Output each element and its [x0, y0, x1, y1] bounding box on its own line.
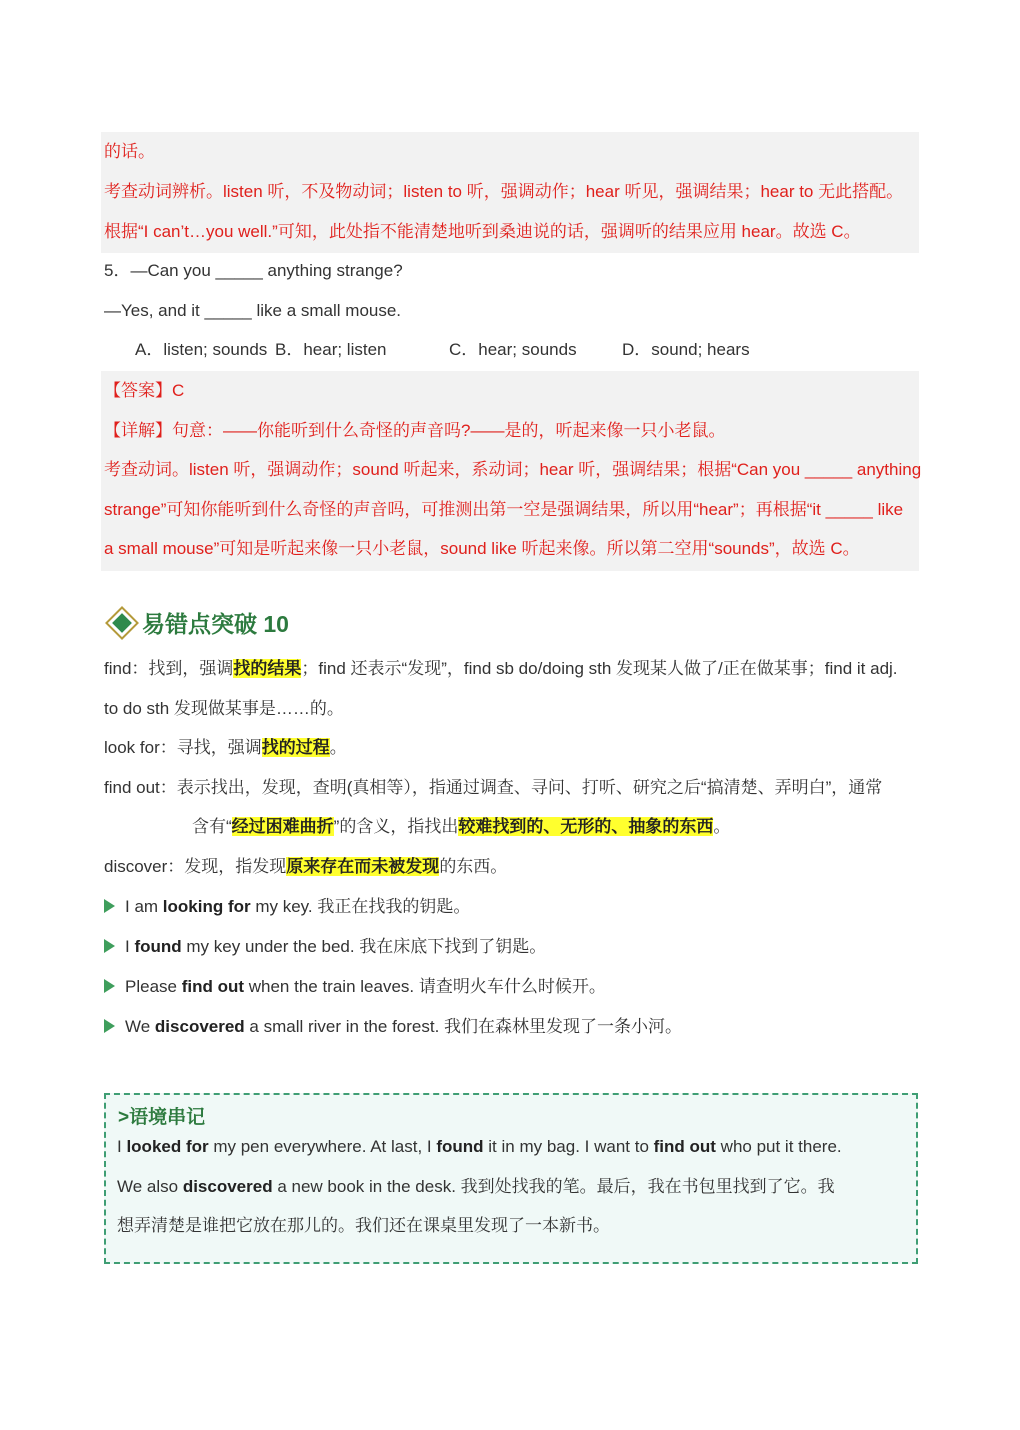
context-title — [118, 1102, 205, 1129]
example-post: a small river in the forest. 我们在森林里发现了一条小河。 — [244, 1017, 683, 1036]
option-c: C．hear; sounds — [449, 340, 577, 359]
example-pre: Please — [125, 977, 182, 996]
explain-line-1: 【详解】句意：——你能听到什么奇怪的声音吗?——是的，听起来像一只小老鼠。 — [104, 421, 726, 440]
ctx-l1-k1: looked for — [126, 1137, 209, 1156]
find-highlight: 找的结果 — [233, 659, 302, 678]
findout-text-c: ”的含义，指找出 — [333, 817, 459, 836]
option-a: A．listen; sounds — [135, 340, 268, 359]
example-pre: I — [125, 937, 135, 956]
discover-text-b: 的东西。 — [439, 857, 508, 876]
findout-definition-line-2 — [192, 816, 730, 838]
example-4 — [104, 1016, 682, 1038]
diamond-icon — [104, 606, 138, 638]
find-definition-line-1 — [104, 658, 898, 680]
discover-definition — [104, 856, 507, 878]
top-box-line-2: 考查动词辨析。listen 听，不及物动词；listen to 听，强调动作；hear 听见，强调结果；hear to 无此搭配。 — [104, 182, 904, 201]
lookfor-definition — [104, 737, 347, 759]
question-5-line-2: —Yes, and it _____ like a small mouse. — [104, 301, 402, 320]
example-key: discovered — [154, 1017, 245, 1036]
chevron-right-icon: > — [118, 1107, 130, 1128]
answer-label: 【答案】C — [104, 381, 185, 400]
example-key: find out — [181, 977, 245, 996]
option-d: D．sound; hears — [622, 340, 750, 359]
example-post: when the train leaves. 请查明火车什么时候开。 — [244, 977, 606, 996]
question-5-line-1: 5．—Can you _____ anything strange? — [104, 261, 403, 280]
findout-text-b: 含有“ — [192, 817, 232, 836]
ctx-l2-b: a new book in the desk. 我到处找我的笔。最后，我在书包里找到了它。我 — [272, 1177, 835, 1196]
example-key: looking for — [162, 897, 251, 916]
ctx-l1-k3: find out — [653, 1137, 716, 1156]
bullet-triangle-icon — [104, 899, 115, 913]
ctx-l1-d: who put it there. — [715, 1137, 842, 1156]
findout-definition-line-1: find out：表示找出，发现，查明(真相等），指通过调查、寻问、打听、研究之后“搞清楚、弄明白”，通常 — [104, 778, 883, 797]
ctx-l2-k1: discovered — [182, 1177, 273, 1196]
discover-text-a: discover：发现，指发现 — [104, 857, 287, 876]
option-b: B．hear; listen — [275, 340, 387, 359]
find-text-a: find：找到，强调 — [104, 659, 234, 678]
bullet-triangle-icon — [104, 1019, 115, 1033]
explain-line-4: a small mouse”可知是听起来像一只小老鼠，sound like 听起来像。所以第二空用“sounds”，故选 C。 — [104, 539, 860, 558]
example-2 — [104, 936, 546, 958]
bullet-triangle-icon — [104, 939, 115, 953]
section-heading — [104, 606, 289, 638]
findout-text-d: 。 — [713, 817, 731, 836]
ctx-l1-c: it in my bag. I want to — [483, 1137, 654, 1156]
context-title-text: 语境串记 — [129, 1107, 206, 1128]
context-line-3: 想弄清楚是谁把它放在那儿的。我们还在课桌里发现了一本新书。 — [117, 1216, 610, 1235]
context-line-2 — [117, 1176, 835, 1198]
ctx-l1-b: my pen everywhere. At last, I — [208, 1137, 437, 1156]
example-pre: We — [125, 1017, 155, 1036]
explain-line-3: strange”可知你能听到什么奇怪的声音吗，可推测出第一空是强调结果，所以用“hear”；再根据“it _____ like — [104, 500, 904, 519]
findout-highlight-1: 经过困难曲折 — [231, 817, 334, 836]
lookfor-highlight: 找的过程 — [261, 738, 330, 757]
example-pre: I am — [125, 897, 163, 916]
example-key: found — [134, 937, 182, 956]
find-text-b: ；find 还表示“发现”，find sb do/doing sth 发现某人做了/正在做某事；find it adj. — [301, 659, 898, 678]
explain-line-2: 考查动词。listen 听，强调动作；sound 听起来，系动词；hear 听，强调结果；根据“Can you _____ anything — [104, 460, 922, 479]
top-box-line-1: 的话。 — [104, 142, 155, 161]
context-line-1 — [117, 1136, 842, 1158]
ctx-l1-a: I — [117, 1137, 127, 1156]
findout-highlight-2: 较难找到的、无形的、抽象的东西 — [458, 817, 714, 836]
lookfor-text-a: look for：寻找，强调 — [104, 738, 262, 757]
section-title: 易错点突破 10 — [142, 610, 289, 637]
top-box-line-3: 根据“I can’t…you well.”可知，此处指不能清楚地听到桑迪说的话，强调听的结果应用 hear。故选 C。 — [104, 222, 861, 241]
lookfor-text-b: 。 — [329, 738, 347, 757]
find-definition-line-2: to do sth 发现做某事是……的。 — [104, 699, 344, 718]
ctx-l2-a: We also — [117, 1177, 183, 1196]
discover-highlight: 原来存在而未被发现 — [286, 857, 440, 876]
ctx-l1-k2: found — [436, 1137, 484, 1156]
bullet-triangle-icon — [104, 979, 115, 993]
example-1 — [104, 896, 470, 918]
example-3 — [104, 976, 606, 998]
example-post: my key under the bed. 我在床底下找到了钥匙。 — [181, 937, 547, 956]
example-post: my key. 我正在找我的钥匙。 — [250, 897, 471, 916]
